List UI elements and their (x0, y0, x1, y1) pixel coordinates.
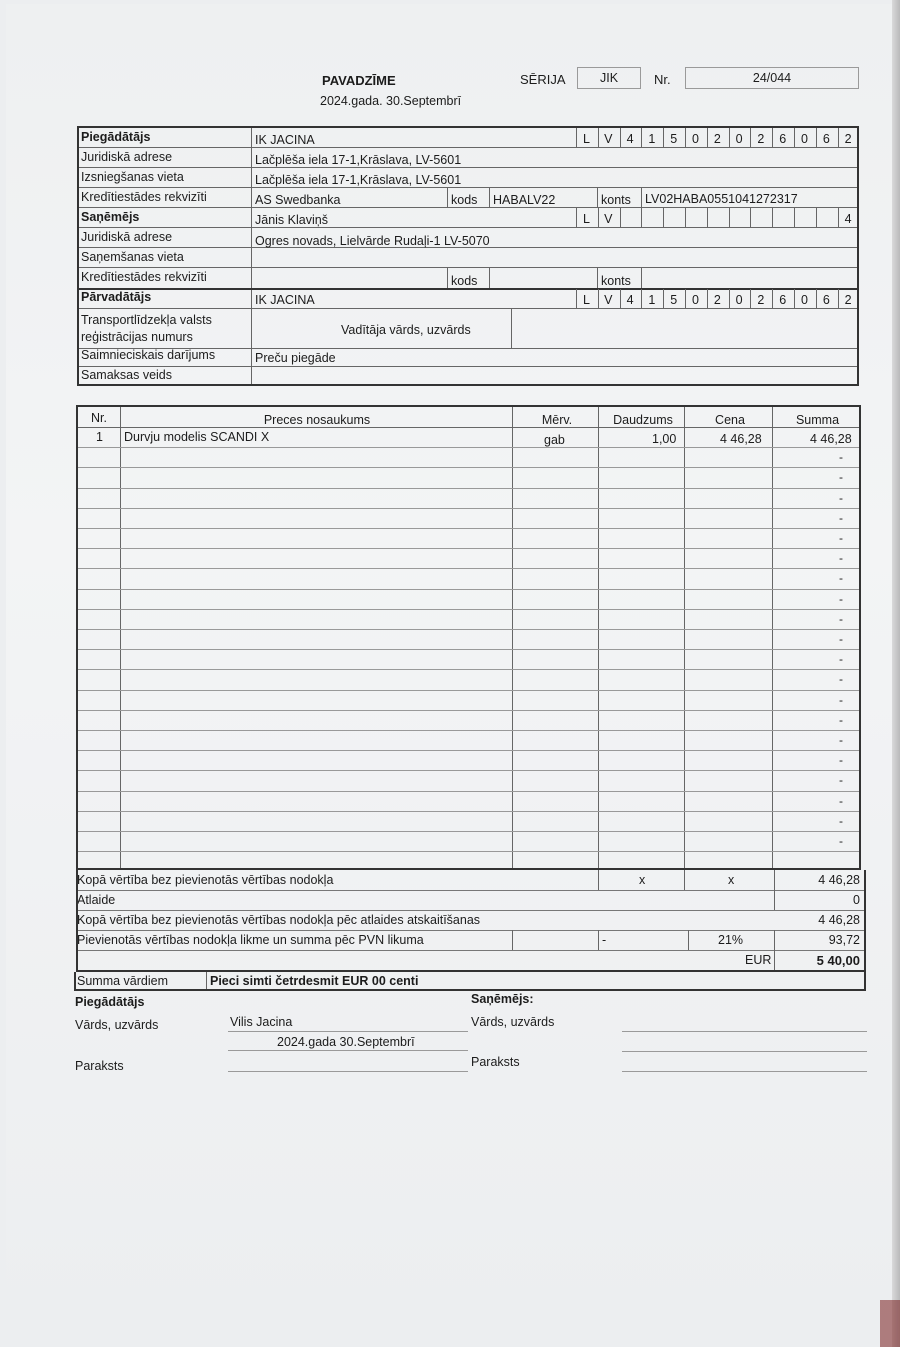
supplier-reg-code-digit: 4 (626, 132, 634, 146)
carrier-reg-code-digit: 1 (648, 293, 656, 307)
sig-supplier-label: Piegādātājs (75, 995, 145, 1009)
issue-place: Lačplēša iela 17-1,Krāslava, LV-5601 (255, 173, 462, 187)
recipient-reg-code-digit: L (583, 212, 590, 226)
col-name-header: Preces nosaukums (263, 413, 371, 427)
item-1-price: 4 46,28 (720, 432, 762, 446)
supplier-bank-label: Kredītiestādes rekvizīti (81, 190, 207, 204)
empty-row-dash: - (839, 611, 843, 626)
grand-total-row (76, 950, 866, 972)
carrier-reg-code-digit: V (604, 293, 613, 307)
amount-in-words: Pieci simti četrdesmit EUR 00 centi (210, 974, 419, 988)
serija-field: JIK (577, 67, 641, 89)
recipient-konts-label: konts (601, 274, 631, 288)
driver-label: Vadītāja vārds, uzvārds (341, 323, 471, 337)
item-1-unit: gab (544, 433, 565, 447)
grand-total-value: 5 40,00 (816, 953, 860, 968)
vat-label: Pievienotās vērtības nodokļa likme un summa pēc PVN likuma (77, 933, 424, 947)
carrier-reg-code-digit: 2 (713, 293, 721, 307)
issue-place-label: Izsniegšanas vieta (81, 170, 184, 184)
empty-row-dash: - (839, 510, 843, 525)
supplier-label: Piegādātājs (81, 130, 151, 144)
net-total-label: Kopā vērtība bez pievienotās vērtības nodokļa (77, 873, 334, 887)
item-1-nr: 1 (96, 430, 103, 444)
empty-row-dash: - (839, 773, 843, 788)
col-qty-header: Daudzums (613, 413, 673, 427)
supplier-konts-label: konts (601, 193, 631, 207)
sig-recipient-name-label: Vārds, uzvārds (471, 1015, 555, 1029)
net-after-row (76, 910, 866, 931)
empty-row-dash: - (839, 571, 843, 586)
sig-recipient-label: Saņēmējs: (471, 992, 534, 1006)
supplier-reg-code-digit: 2 (844, 132, 852, 146)
document-date: 2024.gada. 30.Septembrī (320, 94, 462, 108)
empty-row-dash: - (839, 632, 843, 646)
empty-row-dash: - (839, 672, 843, 687)
empty-row-dash: - (839, 531, 843, 545)
col-unit-header: Mērv. (541, 413, 573, 427)
empty-row-dash: - (839, 551, 843, 566)
recipient-kods-label: kods (451, 274, 478, 288)
sig-supplier-name-label: Vārds, uzvārds (75, 1018, 159, 1032)
recipient-label: Saņēmējs (81, 210, 140, 224)
carrier-reg-code-digit: L (583, 293, 590, 307)
supplier-kods-label: kods (451, 193, 478, 207)
amount-in-words-row (74, 972, 866, 991)
empty-row-dash: - (839, 470, 843, 485)
currency-label: EUR (745, 953, 772, 967)
empty-row-dash: - (839, 490, 843, 505)
supplier-reg-code-digit: L (583, 132, 590, 146)
net-total-value: 4 46,28 (818, 873, 860, 887)
carrier-reg-code-digit: 6 (822, 293, 830, 307)
supplier-reg-code-digit: 2 (713, 132, 721, 146)
recipient-legal-address-label: Juridiskā adrese (81, 230, 173, 244)
recipient-bank-label: Kredītiestādes rekvizīti (81, 270, 207, 284)
supplier-bank: AS Swedbanka (255, 193, 341, 207)
deal-label: Saimnieciskais darījums (81, 348, 216, 362)
col-nr-header: Nr. (91, 411, 107, 425)
vat-dash: - (602, 933, 607, 947)
carrier-label: Pārvadātājs (81, 290, 152, 304)
supplier-legal-address: Lačplēša iela 17-1,Krāslava, LV-5601 (255, 153, 462, 167)
receive-place-label: Saņemšanas vieta (81, 250, 184, 264)
nr-label: Nr. (654, 72, 671, 87)
supplier-reg-code-digit: 6 (822, 132, 830, 146)
item-1-sum: 4 46,28 (810, 432, 852, 446)
supplier-reg-code-digit: 5 (670, 132, 678, 146)
carrier-reg-code-digit: 4 (626, 293, 634, 307)
supplier-reg-code-digit: 6 (779, 132, 787, 146)
carrier-reg-code-digit: 0 (692, 293, 699, 307)
col-price-header: Cena (715, 413, 745, 427)
supplier-reg-code-digit: 1 (648, 132, 656, 146)
discount-row (76, 890, 866, 911)
net-after-label: Kopā vērtība bez pievienotās vērtības nodokļa pēc atlaides atskaitīšanas (77, 913, 481, 927)
item-1-qty: 1,00 (652, 432, 677, 446)
net-after-value: 4 46,28 (818, 913, 860, 927)
col-sum-header: Summa (795, 413, 840, 427)
sig-recipient-sign-label: Paraksts (471, 1055, 520, 1069)
carrier-reg-code-digit: 0 (735, 293, 743, 307)
payment-label: Samaksas veids (81, 368, 173, 382)
supplier-kods: HABALV22 (493, 193, 556, 207)
item-1-name: Durvju modelis SCANDI X (124, 430, 270, 444)
net-total-x2: x (728, 873, 735, 887)
serija-label: SĒRIJA (520, 72, 566, 87)
carrier-reg-code-digit: 5 (670, 293, 678, 307)
supplier-reg-code-digit: V (604, 132, 613, 146)
sig-supplier-name: Vilis Jacina (230, 1015, 293, 1029)
empty-row-dash: - (839, 813, 843, 828)
empty-row-dash: - (839, 692, 843, 707)
discount-value: 0 (853, 893, 860, 907)
supplier-reg-code-digit: 0 (735, 132, 743, 146)
carrier-reg-code-digit: 2 (757, 293, 765, 307)
discount-label: Atlaide (77, 893, 116, 907)
vat-rate: 21% (718, 933, 744, 947)
supplier-reg-code-digit: 0 (692, 132, 699, 146)
supplier-name: IK JACINA (255, 133, 315, 147)
sig-supplier-date: 2024.gada 30.Septembrī (277, 1035, 415, 1049)
words-label: Summa vārdiem (77, 974, 168, 988)
empty-row-dash: - (839, 450, 843, 465)
empty-row-dash: - (839, 733, 843, 747)
recipient-name: Jānis Klaviņš (255, 213, 328, 227)
net-total-row (76, 870, 866, 891)
supplier-legal-address-label: Juridiskā adrese (81, 150, 173, 164)
items-table (76, 405, 861, 870)
net-total-x1: x (639, 873, 646, 887)
nr-field: 24/044 (685, 67, 859, 89)
carrier-reg-code-digit: 6 (779, 293, 787, 307)
deal-value: Preču piegāde (255, 351, 336, 365)
vat-row (76, 930, 866, 951)
empty-row-dash: - (839, 793, 843, 808)
document-title: PAVADZĪME (322, 73, 396, 88)
carrier-name: IK JACINA (255, 293, 315, 307)
carrier-reg-code-digit: 2 (844, 293, 852, 307)
empty-row-dash: - (839, 712, 843, 727)
empty-row-dash: - (839, 652, 843, 667)
recipient-reg-code-digit: 4 (844, 212, 852, 226)
recipient-reg-code-digit: V (604, 212, 613, 226)
parties-table (77, 126, 859, 386)
sig-supplier-sign-label: Paraksts (75, 1059, 124, 1073)
supplier-konts: LV02HABA0551041272317 (645, 192, 798, 206)
vehicle-label-1: Transportlīdzekļa valsts (81, 313, 212, 327)
supplier-reg-code-digit: 0 (801, 132, 808, 146)
carrier-reg-code-digit: 0 (801, 293, 808, 307)
empty-row-dash: - (839, 753, 843, 768)
empty-row-dash: - (839, 834, 843, 848)
vat-value: 93,72 (828, 933, 860, 947)
recipient-legal-address: Ogres novads, Lielvārde Rudaļi-1 LV-5070 (255, 234, 490, 248)
empty-row-dash: - (839, 591, 843, 606)
supplier-reg-code-digit: 2 (757, 132, 765, 146)
vehicle-label-2: reģistrācijas numurs (81, 330, 193, 344)
